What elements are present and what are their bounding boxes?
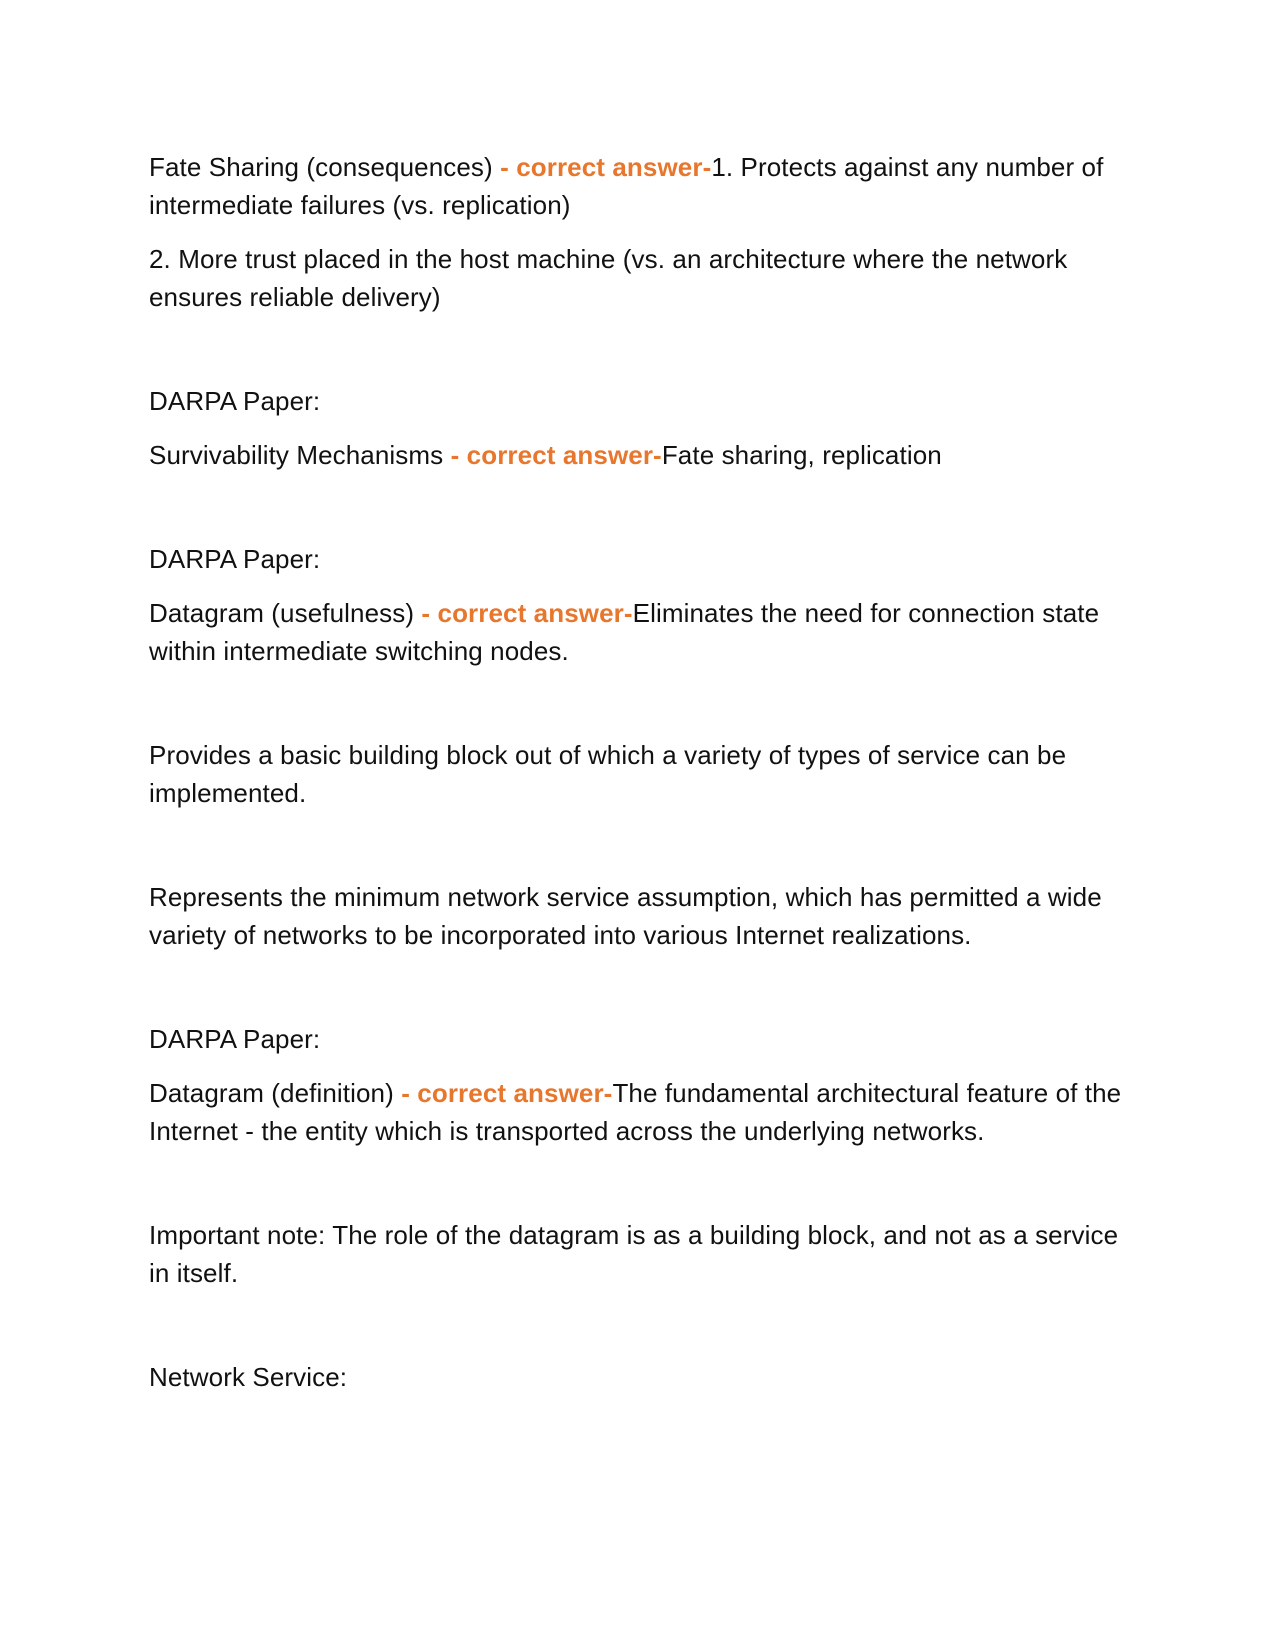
answer-continuation: 2. More trust placed in the host machine (vs. an architecture where the network ensures reliable delivery): [149, 244, 1068, 312]
answer-text: Fate sharing, replication: [661, 440, 942, 470]
answer-text: 1. Protects against any number of intermediate failures (vs. replication): [149, 152, 1104, 220]
section-heading: DARPA Paper:: [149, 1024, 321, 1054]
answer-continuation: Provides a basic building block out of which a variety of types of service can be implemented.: [149, 740, 1067, 808]
term-text: Datagram (definition): [149, 1078, 402, 1108]
correct-answer-marker: - correct answer-: [421, 598, 633, 628]
qa-entry-survivability: [149, 436, 1124, 474]
qa-entry-datagram-definition: [149, 1074, 1124, 1150]
section-heading: Network Service:: [149, 1362, 348, 1392]
correct-answer-marker: - correct answer-: [401, 1078, 613, 1108]
answer-continuation: Important note: The role of the datagram is as a building block, and not as a service in itself.: [149, 1220, 1119, 1288]
qa-entry-fate-sharing: [149, 148, 1124, 224]
qa-entry-datagram-usefulness: [149, 594, 1124, 670]
section-heading: DARPA Paper:: [149, 386, 321, 416]
term-text: Datagram (usefulness): [149, 598, 422, 628]
correct-answer-marker: - correct answer-: [450, 440, 662, 470]
section-heading: DARPA Paper:: [149, 544, 321, 574]
term-text: Survivability Mechanisms: [149, 440, 451, 470]
document-page: [149, 148, 1124, 1396]
answer-text: The fundamental architectural feature of the Internet - the entity which is transported across the underlying networks.: [149, 1078, 1122, 1146]
answer-text: Eliminates the need for connection state within intermediate switching nodes.: [149, 598, 1100, 666]
term-text: Fate Sharing (consequences): [149, 152, 501, 182]
correct-answer-marker: - correct answer-: [500, 152, 712, 182]
answer-continuation: Represents the minimum network service assumption, which has permitted a wide variety of networks to be incorporated into various Internet realizations.: [149, 882, 1102, 950]
